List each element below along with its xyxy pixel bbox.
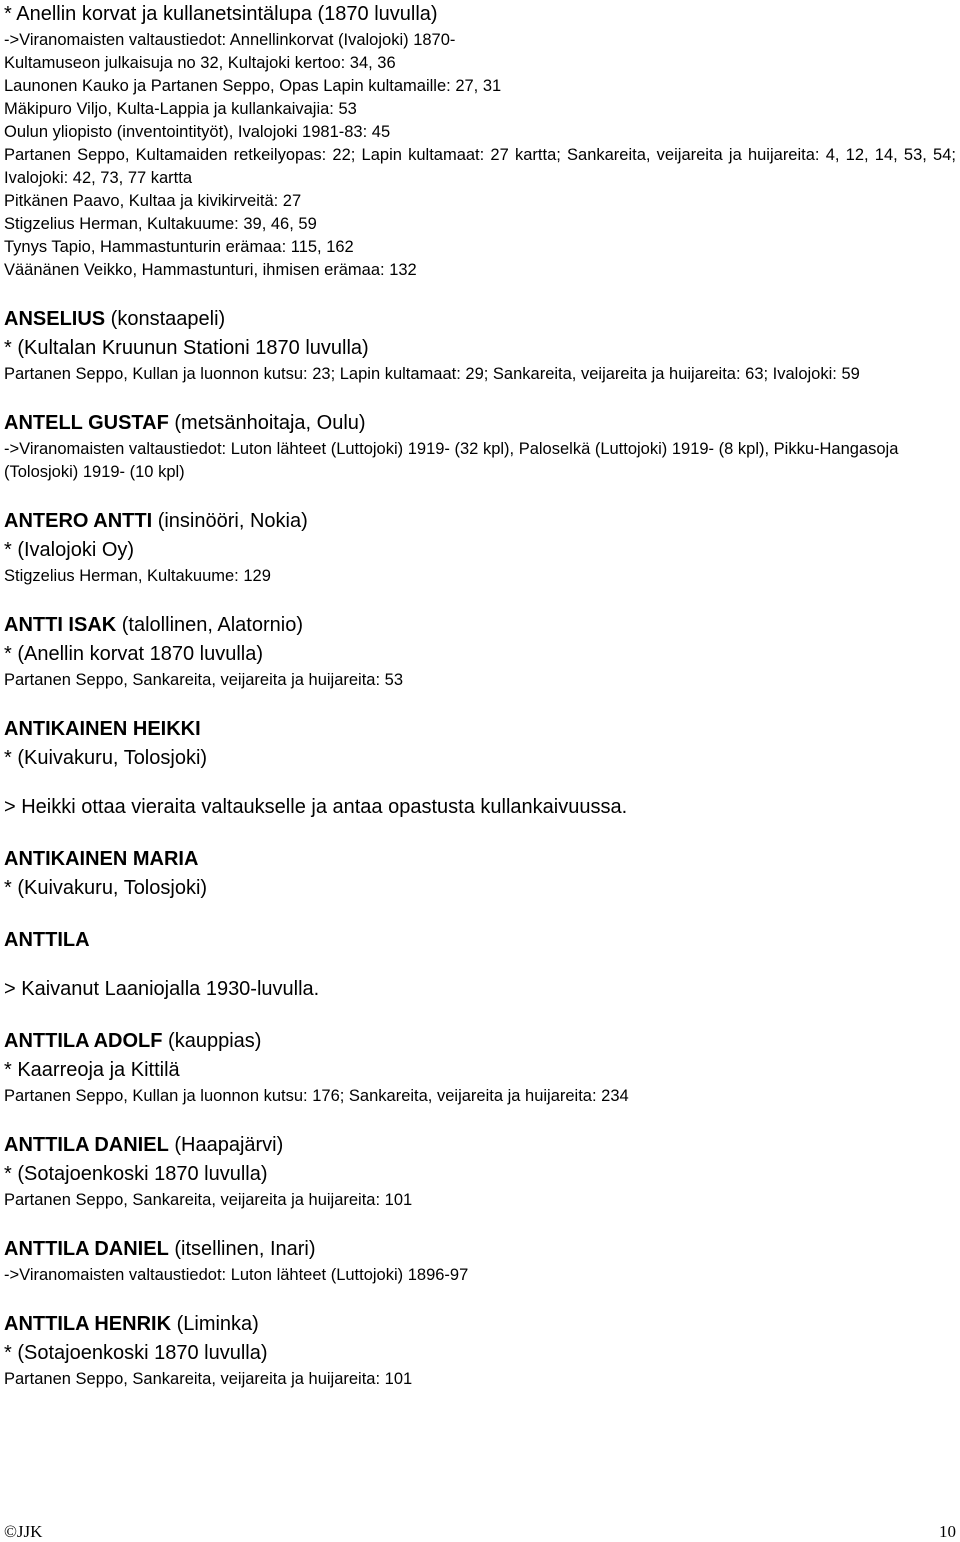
- entry-place: * Kaarreoja ja Kittilä: [4, 1059, 180, 1081]
- ref-line: Kultamuseon julkaisuja no 32, Kultajoki kertoo: 34, 36: [4, 54, 396, 72]
- entry-place: * (Kultalan Kruunun Stationi 1870 luvulla): [4, 337, 369, 359]
- entry-note: > Heikki ottaa vieraita valtaukselle ja antaa opastusta kullankaivuussa.: [4, 796, 628, 818]
- entry-role: (metsänhoitaja, Oulu): [168, 412, 366, 434]
- entry-heading: [4, 1131, 956, 1160]
- entry-name: ANTTI ISAK: [4, 614, 117, 636]
- entry-heading: [4, 715, 956, 744]
- entry-refs: Partanen Seppo, Sankareita, veijareita ja huijareita: 53: [4, 671, 404, 689]
- top-heading: * Anellin korvat ja kullanetsintälupa (1870 luvulla): [4, 3, 438, 25]
- ref-line: Oulun yliopisto (inventointityöt), Ivalojoki 1981-83: 45: [4, 123, 391, 141]
- entry-name: ANTIKAINEN HEIKKI: [4, 718, 201, 740]
- entry-place: * (Kuivakuru, Tolosjoki): [4, 747, 208, 769]
- entry-role: (itsellinen, Inari): [168, 1238, 316, 1260]
- entry-name: ANTTILA DANIEL: [4, 1134, 169, 1156]
- entry-name: ANTTILA HENRIK: [4, 1313, 172, 1335]
- entry-role: (insinööri, Nokia): [152, 510, 308, 532]
- entry-name: ANTTILA ADOLF: [4, 1030, 163, 1052]
- ref-line: Launonen Kauko ja Partanen Seppo, Opas Lapin kultamaille: 27, 31: [4, 77, 502, 95]
- entry-name: ANTTILA: [4, 929, 90, 951]
- entry-role: (Haapajärvi): [168, 1134, 284, 1156]
- entry-heading: [4, 1027, 956, 1056]
- entry-place: * (Anellin korvat 1870 luvulla): [4, 643, 264, 665]
- entry-name: ANTIKAINEN MARIA: [4, 848, 199, 870]
- entry-name: ANTERO ANTTI: [4, 510, 153, 532]
- document-page: [4, 0, 956, 1391]
- entry-name: ANSELIUS: [4, 308, 106, 330]
- entry-refs: ->Viranomaisten valtaustiedot: Luton lähteet (Luttojoki) 1896-97: [4, 1266, 469, 1284]
- entry-refs: Partanen Seppo, Kullan ja luonnon kutsu: 176; Sankareita, veijareita ja huijareita: 234: [4, 1087, 629, 1105]
- copyright-mark: ©JJK: [4, 1522, 43, 1541]
- entry-role: (Liminka): [171, 1313, 259, 1335]
- entry-role: (konstaapeli): [105, 308, 226, 330]
- entry-heading: [4, 611, 956, 640]
- ref-line: Stigzelius Herman, Kultakuume: 39, 46, 59: [4, 215, 317, 233]
- entry-refs: Partanen Seppo, Kullan ja luonnon kutsu: 23; Lapin kultamaat: 29; Sankareita, veijareita ja huijareita: 63; Ivalojoki: 59: [4, 365, 860, 383]
- ref-line: Väänänen Veikko, Hammastunturi, ihmisen erämaa: 132: [4, 261, 417, 279]
- entry-refs: Partanen Seppo, Sankareita, veijareita ja huijareita: 101: [4, 1370, 413, 1388]
- entry-heading: [4, 1235, 956, 1264]
- entry-refs: Stigzelius Herman, Kultakuume: 129: [4, 567, 271, 585]
- entry-heading: [4, 507, 956, 536]
- entry-note: > Kaivanut Laaniojalla 1930-luvulla.: [4, 978, 320, 1000]
- ref-line: Tynys Tapio, Hammastunturin erämaa: 115, 162: [4, 238, 354, 256]
- ref-line: Pitkänen Paavo, Kultaa ja kivikirveitä: 27: [4, 192, 302, 210]
- entry-place: * (Sotajoenkoski 1870 luvulla): [4, 1342, 268, 1364]
- entry-role: (kauppias): [162, 1030, 262, 1052]
- entry-heading: [4, 409, 956, 438]
- ref-paragraph: Partanen Seppo, Kultamaiden retkeilyopas: 22; Lapin kultamaat: 27 kartta; Sankareita, veijareita ja huijareita: 4, 12, 14, 53, 54; Ivalojoki: 42, 73, 77 kartta: [4, 146, 956, 187]
- entry-heading: [4, 1310, 956, 1339]
- entry-place: * (Ivalojoki Oy): [4, 539, 135, 561]
- ref-line: ->Viranomaisten valtaustiedot: Annellinkorvat (Ivalojoki) 1870-: [4, 31, 456, 49]
- entry-name: ANTELL GUSTAF: [4, 412, 169, 434]
- page-number: 10: [939, 1522, 956, 1541]
- entry-refs: ->Viranomaisten valtaustiedot: Luton lähteet (Luttojoki) 1919- (32 kpl), Paloselkä (Luttojoki) 1919- (8 kpl), Pikku-Hangasoja (Tolosjoki) 1919- (10 kpl): [4, 440, 899, 481]
- entry-heading: [4, 845, 956, 874]
- entry-role: (talollinen, Alatornio): [116, 614, 303, 636]
- entry-place: * (Sotajoenkoski 1870 luvulla): [4, 1163, 268, 1185]
- ref-line: Mäkipuro Viljo, Kulta-Lappia ja kullankaivajia: 53: [4, 100, 357, 118]
- entry-name: ANTTILA DANIEL: [4, 1238, 169, 1260]
- entry-refs: Partanen Seppo, Sankareita, veijareita ja huijareita: 101: [4, 1191, 413, 1209]
- entry-heading: [4, 305, 956, 334]
- entry-place: * (Kuivakuru, Tolosjoki): [4, 877, 208, 899]
- entry-heading: [4, 926, 956, 955]
